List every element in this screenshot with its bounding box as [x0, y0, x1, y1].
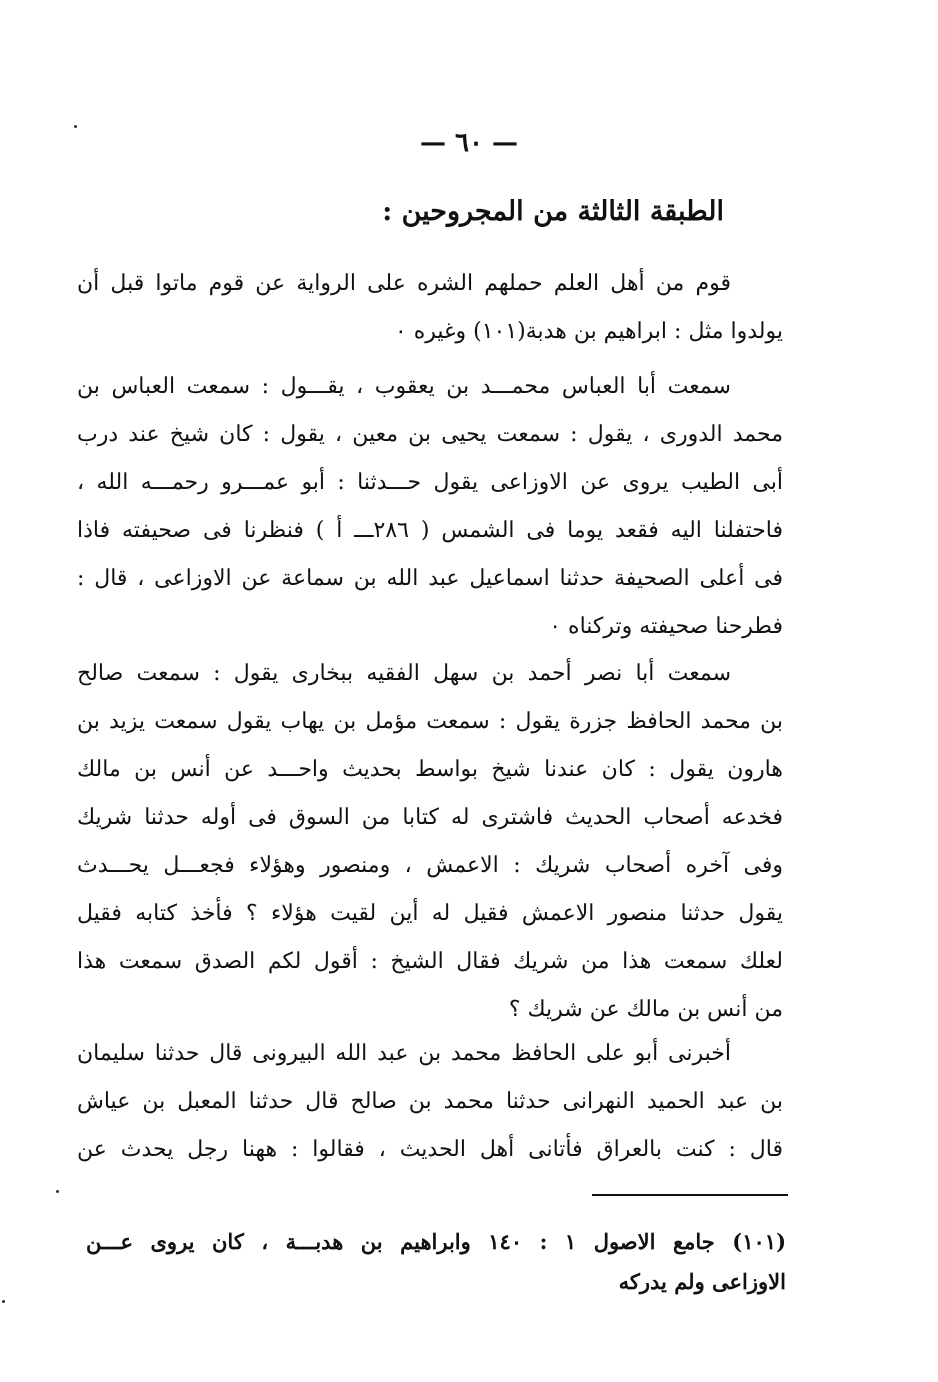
paragraph-2	[77, 363, 783, 651]
scan-speck	[74, 125, 77, 128]
text-line: يقول حدثنا منصور الاعمش فقيل له أين لقيت هؤلاء ؟ فأخذ كتابه فقيل	[77, 901, 783, 926]
text-line: وفى آخره أصحاب شريك : الاعمش ، ومنصور وهؤلاء فجعـــل يحـــدث	[77, 853, 783, 878]
footnote-line: الاوزاعى ولم يدركه	[618, 1269, 786, 1294]
text-line: هارون يقول : كان عندنا شيخ بواسط بحديث واحـــد عن أنس بن مالك	[77, 757, 783, 782]
text-line: فخدعه أصحاب الحديث فاشترى له كتابا من السوق فى أوله حدثنا شريك	[77, 805, 783, 830]
text-line: فطرحنا صحيفته وتركناه ٠	[549, 614, 783, 639]
footnote-divider	[592, 1194, 788, 1196]
paragraph-4	[77, 1030, 783, 1174]
text-line: يولدوا مثل : ابراهيم بن هدبة(١٠١) وغيره ٠	[394, 319, 783, 344]
text-line: بن محمد الحافظ جزرة يقول : سمعت مؤمل بن يهاب يقول سمعت يزيد بن	[77, 709, 783, 734]
text-line: من أنس بن مالك عن شريك ؟	[508, 997, 783, 1022]
text-line: لعلك سمعت هذا من شريك فقال الشيخ : أقول لكم الصدق سمعت هذا	[77, 949, 783, 974]
text-line: فى أعلى الصحيفة حدثنا اسماعيل عبد الله بن سماعة عن الاوزاعى ، قال :	[77, 566, 783, 591]
text-line: سمعت أبا نصر أحمد بن سهل الفقيه ببخارى يقول : سمعت صالح	[77, 661, 731, 686]
section-heading: الطبقة الثالثة من المجروحين :	[382, 196, 724, 227]
text-line: سمعت أبا العباس محمـــد بن يعقوب ، يقـــول : سمعت العباس بن	[77, 374, 731, 399]
text-line: أخبرنى أبو على الحافظ محمد بن عبد الله البيرونى قال حدثنا سليمان	[77, 1041, 731, 1066]
text-line: محمد الدورى ، يقول : سمعت يحيى بن معين ، يقول : كان شيخ عند درب	[77, 422, 783, 447]
page-number: — ٦٠ —	[419, 128, 519, 158]
text-line: أبى الطيب يروى عن الاوزاعى يقول حـــدثنا : أبو عمـــرو رحمـــه الله ،	[77, 470, 783, 495]
scan-speck	[2, 1300, 5, 1303]
footnote	[86, 1222, 786, 1302]
paragraph-1	[77, 260, 783, 356]
text-line: فاحتفلنا اليه فقعد يوما فى الشمس ( ٢٨٦ـــ أ ) فنظرنا فى صحيفته فاذا	[77, 518, 783, 543]
text-line: قوم من أهل العلم حملهم الشره على الرواية عن قوم ماتوا قبل أن	[77, 271, 731, 296]
scan-speck	[56, 1190, 59, 1193]
text-line: قال : كنت بالعراق فأتانى أهل الحديث ، فقالوا : ههنا رجل يحدث عن	[77, 1137, 783, 1162]
footnote-line: (١٠١) جامع الاصول ١ : ١٤٠ وابراهيم بن هدبـــة ، كان يروى عـــن	[86, 1229, 786, 1254]
paragraph-3	[77, 650, 783, 1034]
text-line: بن عبد الحميد النهرانى حدثنا محمد بن صالح قال حدثنا المعبل بن عياش	[77, 1089, 783, 1114]
